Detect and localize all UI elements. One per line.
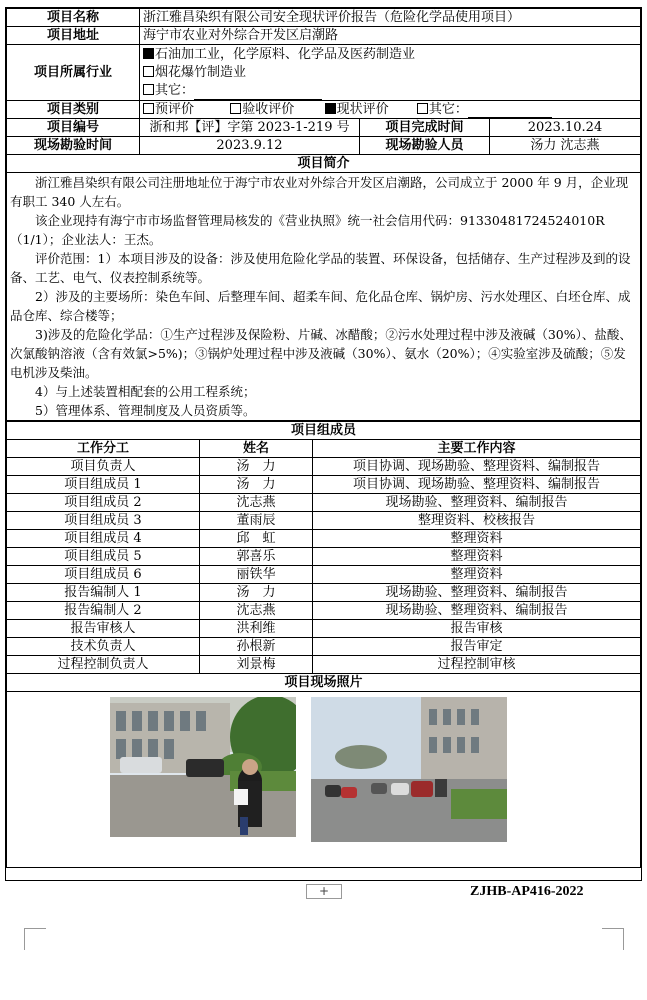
- photos-cell: [7, 692, 641, 868]
- checkbox-empty-icon: [143, 66, 154, 77]
- type-option-acceptance: 验收评价: [230, 102, 294, 117]
- team-row: [7, 458, 641, 476]
- team-section-title: 项目组成员: [7, 422, 641, 440]
- team-name-cell: 汤 力: [200, 584, 313, 602]
- team-row: [7, 530, 641, 548]
- checkbox-empty-icon: [230, 103, 241, 114]
- intro-paragraph: 浙江雅昌染织有限公司注册地址位于海宁市农业对外综合开发区启潮路，公司成立于 2000 年 9 月，企业现有职工 340 人左右。: [10, 175, 629, 209]
- report-form: [5, 7, 642, 881]
- team-work-cell: 过程控制审核: [313, 656, 641, 674]
- team-role-cell: 项目组成员 1: [7, 476, 200, 494]
- team-name-cell: 邱 虹: [200, 530, 313, 548]
- checkbox-checked-icon: [143, 48, 154, 59]
- project-type-label: 项目类别: [7, 101, 140, 119]
- team-name-cell: 郭喜乐: [200, 548, 313, 566]
- project-name-value: 浙江雅昌染织有限公司安全现状评价报告（危险化学品使用项目）: [140, 9, 641, 27]
- document-code: ZJHB-AP416-2022: [470, 884, 584, 899]
- team-row: [7, 548, 641, 566]
- survey-people-label: 现场勘验人员: [360, 137, 490, 155]
- team-work-cell: 报告审定: [313, 638, 641, 656]
- survey-people-value: 汤力 沈志燕: [490, 137, 641, 155]
- info-table: [6, 8, 641, 421]
- project-number-value: 浙和邦【评】字第 2023-1-219 号: [140, 119, 360, 137]
- project-type-options: [140, 101, 641, 119]
- site-photo-2: [311, 697, 507, 847]
- checkbox-empty-icon: [417, 103, 428, 114]
- team-role-cell: 项目组成员 4: [7, 530, 200, 548]
- team-role-cell: 项目组成员 6: [7, 566, 200, 584]
- completion-time-value: 2023.10.24: [490, 119, 641, 137]
- team-role-cell: 报告审核人: [7, 620, 200, 638]
- intro-paragraph: 3)涉及的危险化学品：①生产过程涉及保险粉、片碱、冰醋酸；②污水处理过程中涉及液碱（30%）、盐酸、次氯酸钠溶液（含有效氯>5%)；③锅炉处理过程中涉及液碱（30%）、氨水（20%）；④实验室涉及硫酸；⑤发电机涉及柴油。: [10, 327, 632, 380]
- checkbox-empty-icon: [143, 103, 154, 114]
- team-header-name: 姓名: [200, 440, 313, 458]
- type-option-current: 现状评价: [325, 102, 389, 117]
- team-row: [7, 512, 641, 530]
- site-photo-1: [110, 697, 296, 842]
- team-role-cell: 项目负责人: [7, 458, 200, 476]
- photos-section-title: 项目现场照片: [7, 674, 641, 692]
- team-role-cell: 项目组成员 3: [7, 512, 200, 530]
- team-work-cell: 整理资料、校核报告: [313, 512, 641, 530]
- intro-paragraph: 5）管理体系、管理制度及人员资质等。: [35, 403, 256, 418]
- industry-option-petrochem: 石油加工业，化学原料、化学品及医药制造业: [143, 46, 637, 64]
- type-option-other: 其它：: [417, 102, 552, 117]
- completion-time-label: 项目完成时间: [360, 119, 490, 137]
- team-row: [7, 602, 641, 620]
- add-row-button[interactable]: +: [306, 884, 342, 899]
- team-row: [7, 584, 641, 602]
- team-row: [7, 638, 641, 656]
- team-name-cell: 沈志燕: [200, 602, 313, 620]
- type-option-pre: 预评价: [143, 102, 194, 117]
- team-work-cell: 项目协调、现场勘验、整理资料、编制报告: [313, 458, 641, 476]
- team-name-cell: 孙根新: [200, 638, 313, 656]
- team-role-cell: 项目组成员 2: [7, 494, 200, 512]
- survey-time-value: 2023.9.12: [140, 137, 360, 155]
- survey-time-label: 现场勘验时间: [7, 137, 140, 155]
- team-work-cell: 整理资料: [313, 566, 641, 584]
- team-name-cell: 汤 力: [200, 458, 313, 476]
- team-header-work: 主要工作内容: [313, 440, 641, 458]
- intro-paragraph: 2）涉及的主要场所：染色车间、后整理车间、超柔车间、危化品仓库、锅炉房、污水处理区、白坯仓库、成品仓库、综合楼等；: [10, 289, 631, 323]
- project-address-label: 项目地址: [7, 27, 140, 45]
- industry-options: [140, 45, 641, 101]
- team-work-cell: 现场勘验、整理资料、编制报告: [313, 584, 641, 602]
- checkbox-empty-icon: [143, 84, 154, 95]
- team-role-cell: 报告编制人 1: [7, 584, 200, 602]
- team-name-cell: 丽铁华: [200, 566, 313, 584]
- team-header-role: 工作分工: [7, 440, 200, 458]
- project-number-label: 项目编号: [7, 119, 140, 137]
- intro-paragraph: 该企业现持有海宁市市场监督管理局核发的《营业执照》统一社会信用代码：91330481724524010R（1/1）；企业法人：王杰。: [10, 213, 605, 247]
- industry-option-other: 其它：: [143, 82, 637, 100]
- team-table: [6, 421, 641, 868]
- team-work-cell: 整理资料: [313, 530, 641, 548]
- team-name-cell: 沈志燕: [200, 494, 313, 512]
- team-role-cell: 项目组成员 5: [7, 548, 200, 566]
- team-work-cell: 现场勘验、整理资料、编制报告: [313, 494, 641, 512]
- team-row: [7, 620, 641, 638]
- industry-option-fireworks: 烟花爆竹制造业: [143, 64, 637, 82]
- crop-mark-left: [24, 928, 46, 950]
- team-role-cell: 报告编制人 2: [7, 602, 200, 620]
- team-role-cell: 过程控制负责人: [7, 656, 200, 674]
- intro-paragraph: 4）与上述装置相配套的公用工程系统；: [35, 384, 256, 399]
- team-work-cell: 整理资料: [313, 548, 641, 566]
- team-row: [7, 656, 641, 674]
- intro-section-title: 项目简介: [7, 155, 641, 173]
- team-name-cell: 刘景梅: [200, 656, 313, 674]
- team-name-cell: 洪利维: [200, 620, 313, 638]
- project-name-label: 项目名称: [7, 9, 140, 27]
- team-work-cell: 项目协调、现场勘验、整理资料、编制报告: [313, 476, 641, 494]
- team-row: [7, 566, 641, 584]
- team-name-cell: 汤 力: [200, 476, 313, 494]
- team-row: [7, 494, 641, 512]
- team-row: [7, 476, 641, 494]
- project-address-value: 海宁市农业对外综合开发区启潮路: [140, 27, 641, 45]
- team-name-cell: 董雨辰: [200, 512, 313, 530]
- team-work-cell: 现场勘验、整理资料、编制报告: [313, 602, 641, 620]
- crop-mark-right: [602, 928, 624, 950]
- checkbox-checked-icon: [325, 103, 336, 114]
- industry-label: 项目所属行业: [7, 45, 140, 101]
- intro-paragraph: 评价范围：1）本项目涉及的设备：涉及使用危险化学品的装置、环保设备，包括储存、生产过程涉及到的设备、工艺、电气、仪表控制系统等。: [10, 251, 631, 285]
- team-work-cell: 报告审核: [313, 620, 641, 638]
- intro-body: [7, 173, 641, 421]
- team-role-cell: 技术负责人: [7, 638, 200, 656]
